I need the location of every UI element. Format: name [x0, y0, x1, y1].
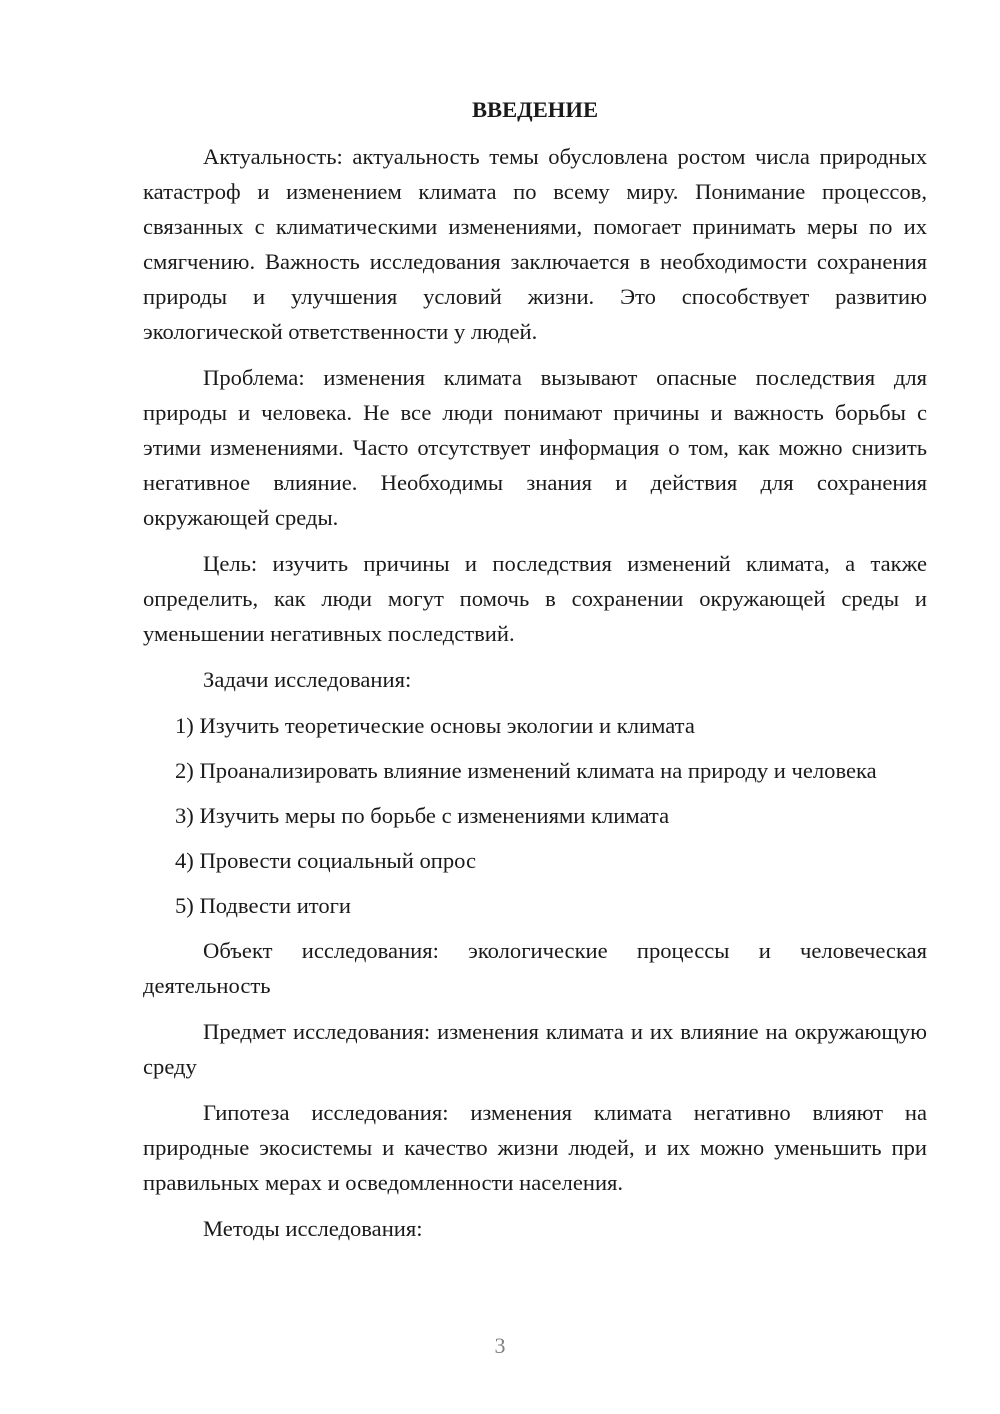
- paragraph-object: Объект исследования: экологические процессы и человеческая деятельность: [143, 938, 927, 998]
- paragraph-problem: Проблема: изменения климата вызывают опасные последствия для природы и человека. Не все люди понимают причины и важность борьбы с этими изменениями. Часто отсутствует информация о том, как можно снизить негативное влияние. Необходимы знания и действия для сохранения окружающей среды.: [143, 365, 927, 530]
- list-item: 1) Изучить теоретические основы экологии и климата: [175, 713, 695, 738]
- paragraph-subject: Предмет исследования: изменения климата и их влияние на окружающую среду: [143, 1019, 927, 1079]
- document-page: [143, 95, 927, 1257]
- paragraph-goal: Цель: изучить причины и последствия изменений климата, а также определить, как люди могут помочь в сохранении окружающей среды и уменьшении негативных последствий.: [143, 551, 927, 646]
- paragraph-hypothesis: Гипотеза исследования: изменения климата негативно влияют на природные экосистемы и качество жизни людей, и их можно уменьшить при правильных мерах и осведомленности населения.: [143, 1100, 927, 1195]
- paragraph-relevance: Актуальность: актуальность темы обусловлена ростом числа природных катастроф и изменением климата по всему миру. Понимание процессов, связанных с климатическими изменениями, помогает принимать меры по их смягчению. Важность исследования заключается в необходимости сохранения природы и улучшения условий жизни. Это способствует развитию экологической ответственности у людей.: [143, 144, 927, 344]
- tasks-list: [143, 708, 927, 923]
- list-item: 3) Изучить меры по борьбе с изменениями климата: [175, 803, 670, 828]
- list-item: 2) Проанализировать влияние изменений климата на природу и человека: [175, 758, 877, 783]
- list-item: 5) Подвести итоги: [175, 893, 352, 918]
- paragraph-methods-heading: Методы исследования:: [203, 1216, 423, 1241]
- page-title: ВВЕДЕНИЕ: [471, 97, 599, 122]
- paragraph-tasks-heading: Задачи исследования:: [203, 667, 412, 692]
- list-item: 4) Провести социальный опрос: [175, 848, 477, 873]
- page-number: 3: [494, 1333, 506, 1358]
